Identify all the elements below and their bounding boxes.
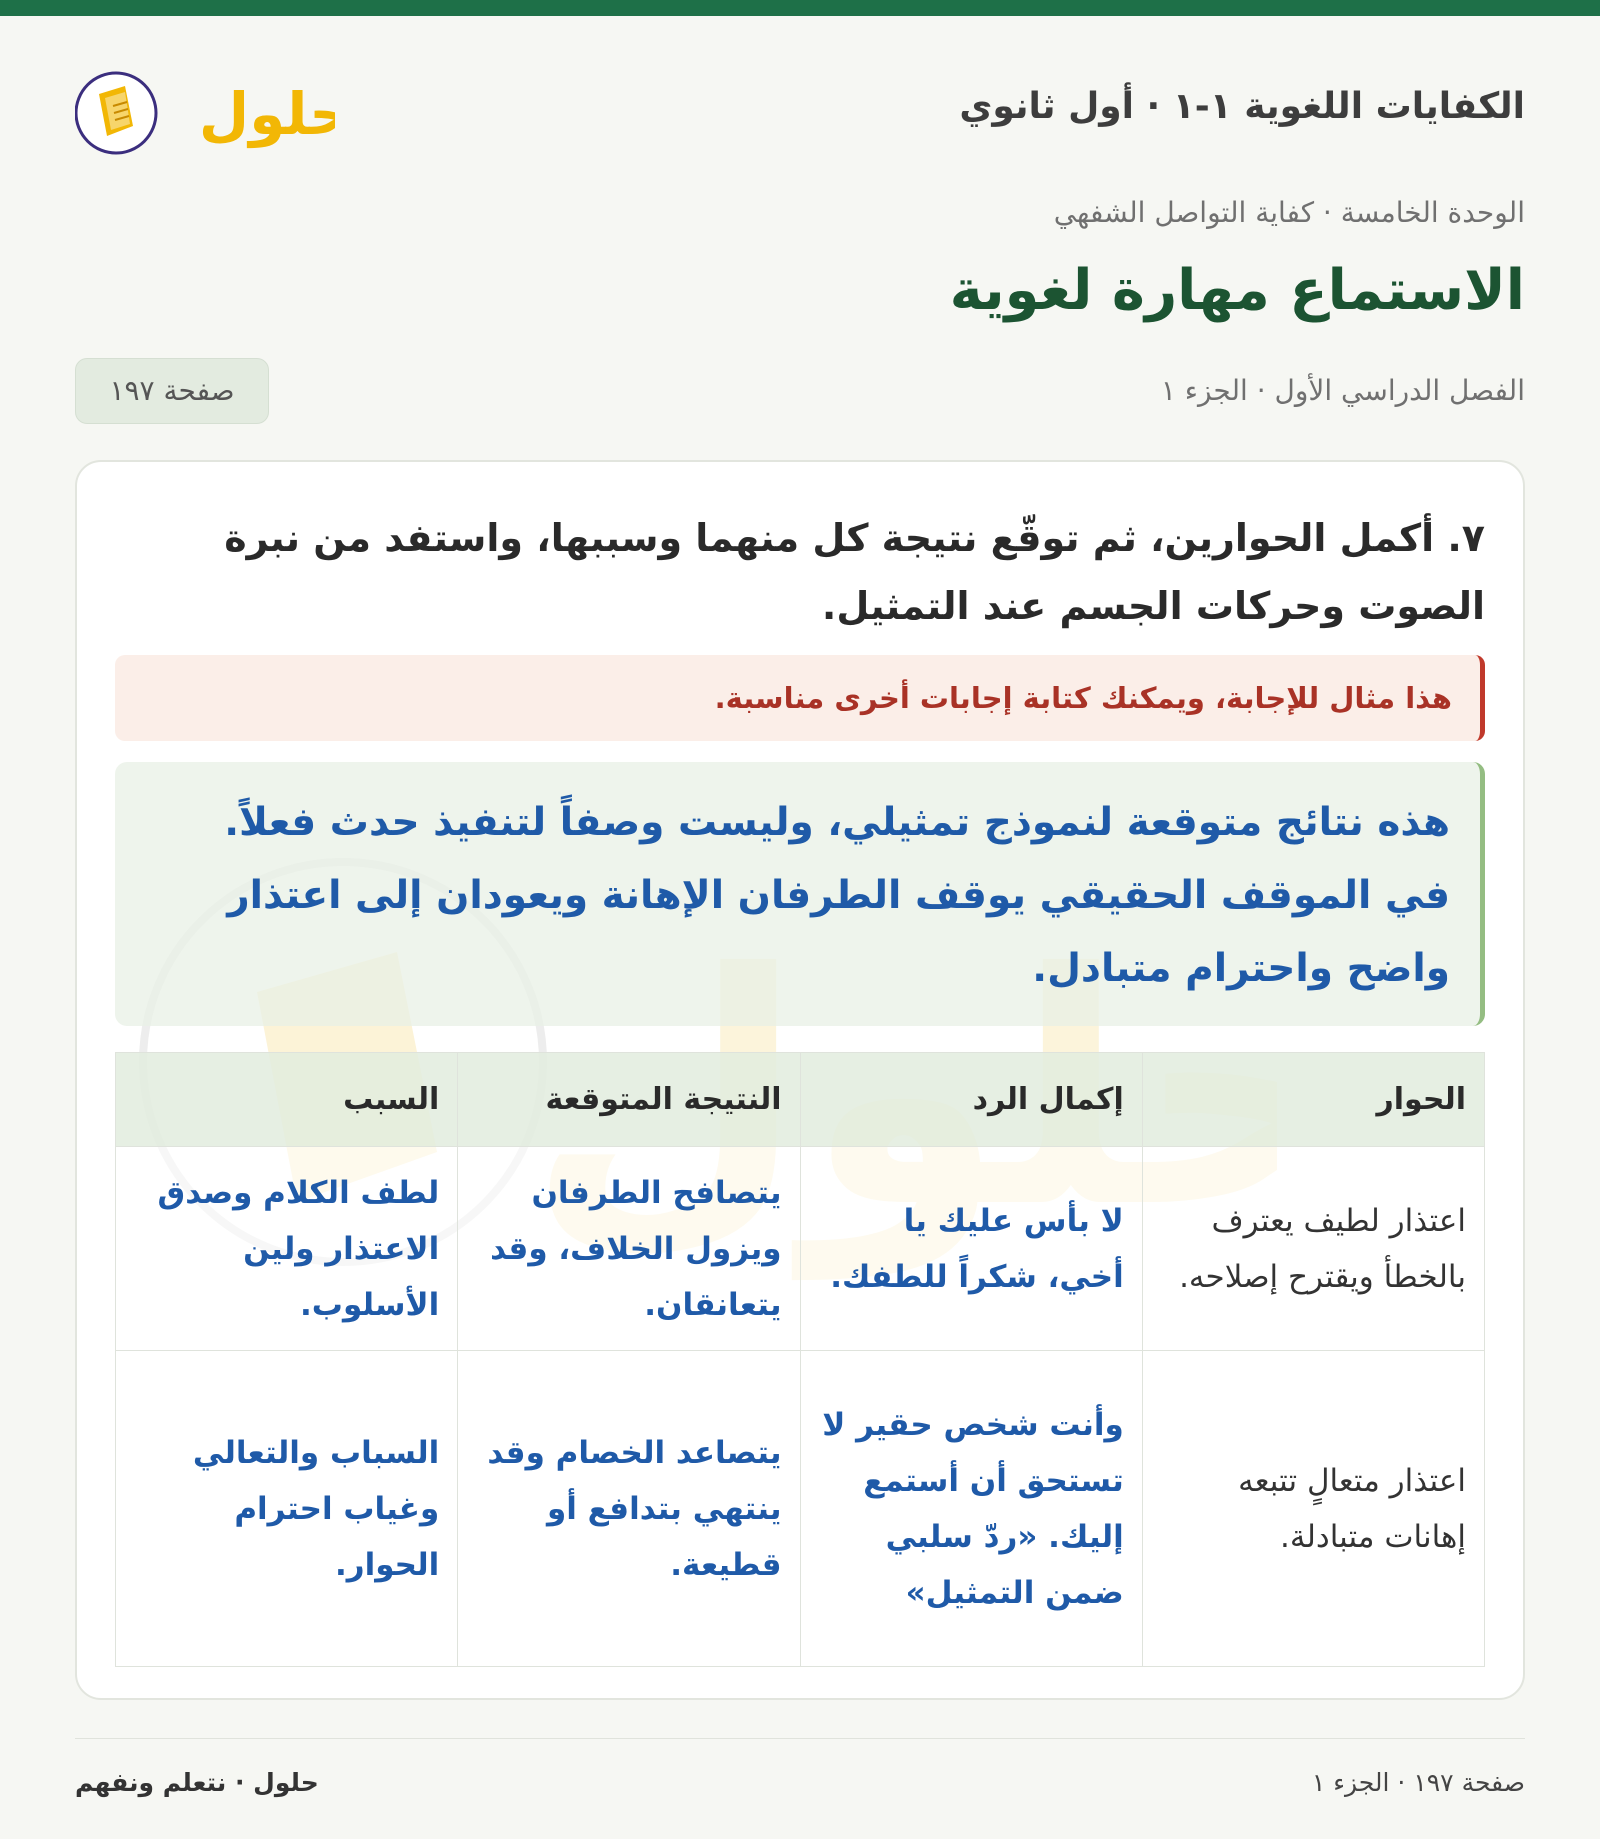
reply-cell: وأنت شخص حقير لا تستحق أن أستمع إليك. «ردّ سلبي ضمن التمثيل» bbox=[800, 1351, 1142, 1667]
reply-cell: لا بأس عليك يا أخي، شكراً للطفك. bbox=[800, 1147, 1142, 1351]
footer-divider bbox=[75, 1738, 1525, 1739]
result-cell: يتصاعد الخصام وقد ينتهي بتدافع أو قطيعة. bbox=[458, 1351, 800, 1667]
table-row bbox=[116, 1351, 1485, 1667]
exercise-card bbox=[75, 460, 1525, 1700]
page-header bbox=[75, 56, 1525, 156]
unit-breadcrumb: الوحدة الخامسة · كفاية التواصل الشفهي bbox=[1053, 196, 1525, 229]
hulul-logo[interactable] bbox=[75, 56, 335, 156]
question-text: ٧. أكمل الحوارين، ثم توقّع نتيجة كل منهما وسببها، واستفد من نبرة الصوت وحركات الجسم عند التمثيل. bbox=[224, 516, 1485, 628]
lesson-title: الاستماع مهارة لغوية bbox=[949, 258, 1525, 323]
footer-page-info: صفحة ١٩٧ · الجزء ١ bbox=[1311, 1768, 1525, 1797]
reason-cell: السباب والتعالي وغياب احترام الحوار. bbox=[116, 1351, 458, 1667]
sample-answer-note: هذا مثال للإجابة، ويمكنك كتابة إجابات أخرى مناسبة. bbox=[115, 655, 1485, 741]
clarification-box: هذه نتائج متوقعة لنموذج تمثيلي، وليست وصفاً لتنفيذ حدث فعلاً. في الموقف الحقيقي يوقف الطرفان الإهانة ويعودان إلى اعتذار واضح واحترام متبادل. bbox=[115, 762, 1485, 1026]
answers-table bbox=[115, 1052, 1485, 1667]
footer-brand: حلول · نتعلم ونفهم bbox=[75, 1768, 319, 1797]
dialogue-cell: اعتذار لطيف يعترف بالخطأ ويقترح إصلاحه. bbox=[1142, 1147, 1484, 1351]
dialogue-cell: اعتذار متعالٍ تتبعه إهانات متبادلة. bbox=[1142, 1351, 1484, 1667]
column-header-reply: إكمال الرد bbox=[800, 1053, 1142, 1147]
top-accent-bar bbox=[0, 0, 1600, 16]
page-number-badge: صفحة ١٩٧ bbox=[75, 358, 269, 424]
table-header-row bbox=[116, 1053, 1485, 1147]
reason-cell: لطف الكلام وصدق الاعتذار ولين الأسلوب. bbox=[116, 1147, 458, 1351]
logo-wordmark: حلول bbox=[198, 80, 335, 148]
logo-book-icon bbox=[75, 56, 335, 156]
term-info: الفصل الدراسي الأول · الجزء ١ bbox=[1160, 374, 1525, 407]
column-header-dialogue: الحوار bbox=[1142, 1053, 1484, 1147]
column-header-reason: السبب bbox=[116, 1053, 458, 1147]
book-title: الكفايات اللغوية ١-١ · أول ثانوي bbox=[959, 86, 1525, 127]
table-row bbox=[116, 1147, 1485, 1351]
result-cell: يتصافح الطرفان ويزول الخلاف، وقد يتعانقان. bbox=[458, 1147, 800, 1351]
column-header-result: النتيجة المتوقعة bbox=[458, 1053, 800, 1147]
